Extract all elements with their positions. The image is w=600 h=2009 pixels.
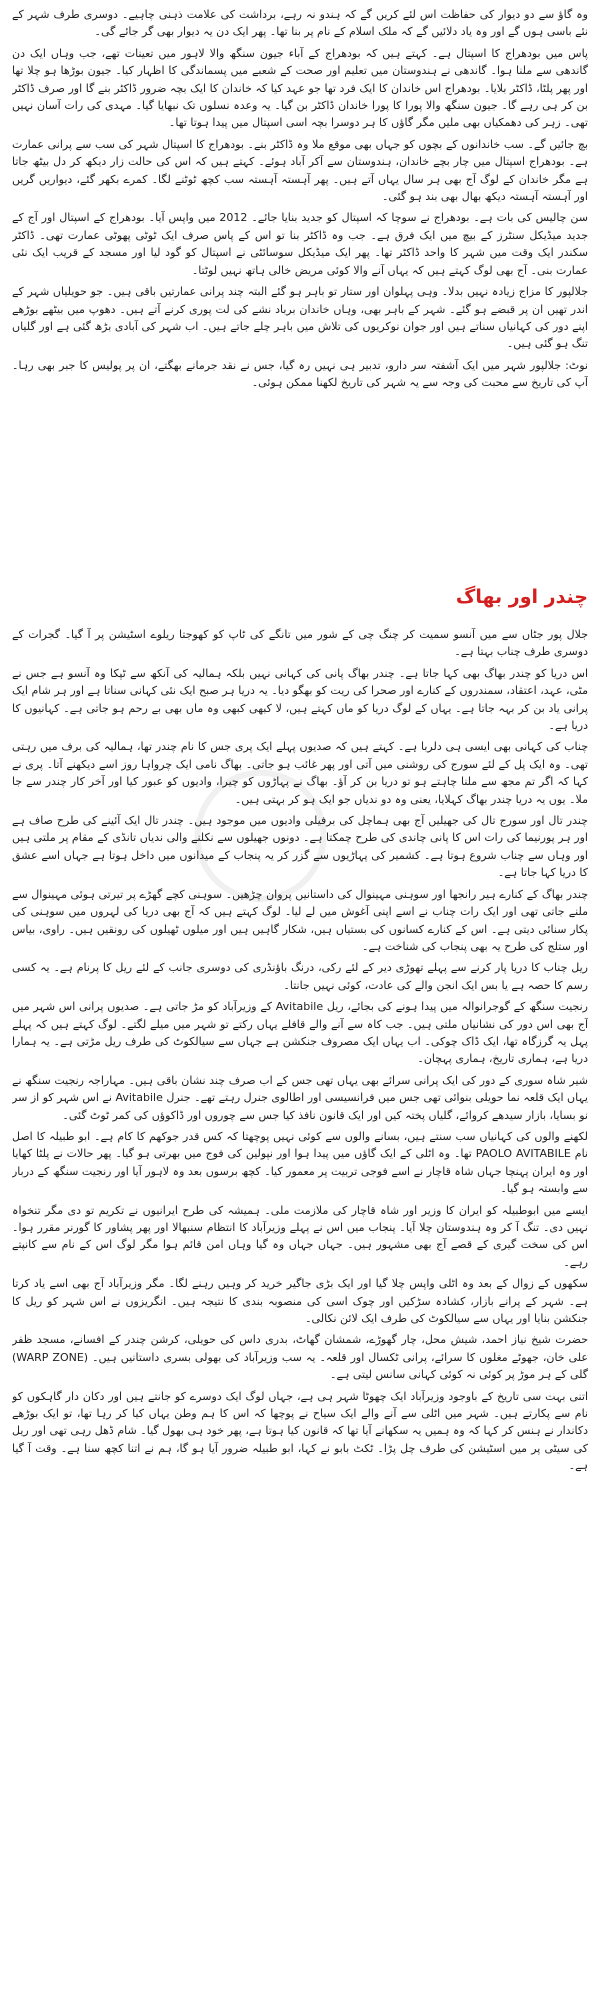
paragraph: چناب کی کہانی بھی ایسی ہی دلربا ہے۔ کہتے ہیں کہ صدیوں پہلے ایک پری جس کا نام چندر تھا، ہمالیہ کی برف میں رہتی تھی۔ وہ ایک پل کے لئے سورج کی روشنی میں آتی اور پھر غائب ہو جاتی۔ بھاگ نامی ایک چرواہا روز اسے دیکھنے آتا۔ پری نے کہا کہ اگر تم مجھ سے ملنا چاہتے ہو تو دریا بن کر آؤ۔ بھاگ نے پہاڑوں کو چیرا، وادیوں کو عبور کیا اور آخر کار چندر سے جا ملا۔ یوں یہ دریا چندر بھاگ کہلایا، یعنی وہ دو ندیاں جو ایک ہو کر بہتی ہیں۔	[12, 740, 588, 806]
paragraph: سکھوں کے زوال کے بعد وہ اٹلی واپس چلا گیا اور ایک بڑی جاگیر خرید کر وہیں رہنے لگا۔ مگر وزیرآباد آج بھی اسے یاد کرتا ہے۔ شہر کے پرانے بازار، کشادہ سڑکیں اور چوک اسی کی منصوبہ بندی کا نتیجہ ہیں۔ انگریزوں نے اس شہر کو ریل کا جنکشن بنایا اور یہاں سے سیالکوٹ کی طرف ایک لائن نکالی۔	[12, 1277, 588, 1326]
paragraph: جلالپور کا مزاج زیادہ نہیں بدلا۔ وہی پہلوان اور ستار تو باہر ہو گئے البتہ چند پرانی عمارتیں باقی ہیں۔ جو حویلیاں شہر کے اندر تھیں ان پر قبضے ہو گئے۔ شہر کے باہر بھی، وہاں خاندان برباد نشے کی لت پوری کرنے آتے ہیں۔ دھوپ میں بیٹھے بوڑھے اپنے دور کی کہانیاں سناتے ہیں اور جوان نوکریوں کی تلاش میں باہر چلے جاتے ہیں۔ اب شہر کی آبادی بڑھ گئی ہے اور گلیاں تنگ ہو گئی ہیں۔	[12, 285, 588, 351]
paragraph: جلال پور جٹاں سے میں آنسو سمیت کر چنگ چی کے شور میں تانگے کی ٹاپ کو کھوجتا ریلوے اسٹیشن پر آ گیا۔ گجرات کے دوسری طرف چناب بہتا ہے۔	[12, 628, 588, 659]
paragraph: پاس میں بودھراج کا اسپتال ہے۔ کہتے ہیں کہ بودھراج کے آباء جیون سنگھ والا لاہور میں تعینات تھے، جب وہاں ایک دن گاندھی سے ملنا ہوا۔ گاندھی نے ہندوستان میں تعلیم اور صحت کے شعبے میں پسماندگی کا اظہار کیا۔ جیون بوڑھا ہو چلا تھا اور پھر پلٹا، ڈاکٹر بلایا۔ بودھراج اس خاندان کا ایک فرد تھا جو عہد کیا کہ خاندان کا ایک بچہ ضرور ڈاکٹر بنے گا اور صرف ڈاکٹر بن کر ہی رہے گا۔ جیون سنگھ والا پورا کا پورا خاندان ڈاکٹر بن گیا۔ یہ وعدہ نسلوں تک نبھایا گیا۔ مہدی کی رات آسان نہیں تھی۔ زہر کی دھمکیاں بھی ملیں مگر گاؤں کا ہر دوسرا بچہ اسی اسپتال میں پیدا ہوتا تھا۔	[12, 46, 588, 130]
paragraph: سن چالیس کی بات ہے۔ بودھراج نے سوچا کہ اسپتال کو جدید بنایا جائے۔ 2012 میں واپس آیا۔ بودھراج کے اسپتال اور آج کے جدید میڈیکل سنٹرز کے بیچ میں ایک فرق ہے۔ جب وہ ڈاکٹر بنا تو اس کے پاس صرف ایک ٹوٹی پھوٹی عمارت تھی۔ ڈاکٹر سکندر ایک وقت میں شہر کا واحد ڈاکٹر تھا۔ پھر ایک میڈیکل سوسائٹی نے اسپتال کو گود لیا اور مسجد کے قریب ایک نئی عمارت بنی۔ آج بھی لوگ کہتے ہیں کہ یہاں آنے والا کوئی مریض خالی ہاتھ نہیں لوٹتا۔	[12, 211, 588, 277]
paragraph: شیر شاہ سوری کے دور کی ایک پرانی سرائے بھی یہاں تھی جس کے اب صرف چند نشان باقی ہیں۔ مہاراجہ رنجیت سنگھ نے یہاں ایک قلعہ نما حویلی بنوائی تھی جس میں فرانسیسی اور اطالوی جنرل رہتے تھے۔ جنرل Avitabile نے اس شہر کو از سر نو بسایا، بازار سیدھے کروائے، گلیاں پختہ کیں اور ایک قانون نافذ کیا جس سے چوروں اور ڈاکوؤں کی کمر ٹوٹ گئی۔	[12, 1073, 588, 1122]
paragraph: لکھنے والوں کی کہانیاں سب سنتے ہیں، بسانے والوں سے کوئی نہیں پوچھتا کہ کس قدر جوکھم کا کام ہے۔ ابو طبیلہ کا اصل نام PAOLO AVITABILE تھا۔ وہ اٹلی کے ایک گاؤں میں پیدا ہوا اور نپولین کی فوج میں بھرتی ہو گیا۔ پھر حالات نے پلٹا کھایا اور وہ ایران پہنچا جہاں شاہ قاچار نے اسے فوجی تربیت پر معمور کیا۔ کچھ برسوں بعد وہ لاہور آیا اور رنجیت سنگھ کے دربار سے وابستہ ہو گیا۔	[12, 1129, 588, 1196]
paragraph: بچ جائیں گے۔ سب خاندانوں کے بچوں کو جہاں بھی موقع ملا وہ ڈاکٹر بنے۔ بودھراج کا اسپتال شہر کی سب سے پرانی عمارت ہے۔ بودھراج اسپتال میں چار بچے خاندان، ہندوستان سے آکر آباد ہوئے۔ کہتے ہیں کہ اس کی حالت زار دیکھ کر دل بیٹھ جاتا ہے مگر خاندان کے لوگ آج بھی ہر سال یہاں آتے ہیں۔ پھر آہستہ آہستہ سب کچھ ٹوٹنے لگا۔ کمرے بکھر گئے، دیواریں گریں اور آہستہ آہستہ دیکھ بھال بھی بند ہو گئی۔	[12, 137, 588, 204]
paragraph: حضرت شیخ نیاز احمد، شیش محل، چار گھوڑے، شمشان گھاٹ، بدری داس کی حویلی، کرشن چندر کے افسانے، مسجد ظفر علی خان، جھوٹے مغلوں کا سرائے، پرانی ٹکسال اور قلعہ۔ یہ سب وزیرآباد کی بھولی بسری داستانیں ہیں۔ (WARP ZONE) گلی کے ہر موڑ پر کوئی نہ کوئی کہانی سانس لیتی ہے۔	[12, 1333, 588, 1382]
paragraph: رنجیت سنگھ کے گوجرانوالہ میں پیدا ہونے کی بجائے، ریل Avitabile کے وزیرآباد کو مڑ جاتی ہے۔ صدیوں پرانی اس شہر میں آج بھی اس دور کی نشانیاں ملتی ہیں۔ جب کاہ سے آنے والے قافلے یہاں رکتے تو شہر میں میلے لگتے۔ لوگ کہتے ہیں کہ پہلے پہل یہ گرزگاہ تھا، ایک ڈاک چوکی۔ اب یہاں ایک مصروف جنکشن ہے جہاں سے سیالکوٹ کی طرف ریل مڑتی ہے۔ یہ ہمارا دریا ہے، ہماری تاریخ، ہماری پہچان۔	[12, 1000, 588, 1066]
author-note: نوٹ: جلالپور شہر میں ایک آشفتہ سر دارو، تدبیر ہی نہیں رہ گیا، جس نے نقد جرمانے بھگتے، ان پر پولیس کا جبر بھی رہا۔ آپ کی تاریخ سے محبت کی وجہ سے یہ شہر کی تاریخ لکھنا ممکن ہوئی۔	[12, 358, 588, 390]
paragraph: چندر تال اور سورج تال کی جھیلیں آج بھی ہماچل کی برفیلی وادیوں میں موجود ہیں۔ چندر تال ایک آئینے کی طرح صاف ہے اور ہر پورنیما کی رات اس کا پانی چاندی کی طرح چمکتا ہے۔ دونوں جھیلوں سے نکلنے والی ندیاں تانڈی کے مقام پر ملتی ہیں اور وہاں سے چناب شروع ہوتا ہے۔ کشمیر کی پہاڑیوں سے گزر کر یہ پنجاب کے میدانوں میں داخل ہوتا ہے جہاں اسے عشق کا دریا کہا جاتا ہے۔	[12, 814, 588, 880]
section-two	[12, 626, 588, 1950]
section-one	[12, 6, 588, 558]
section-heading: چندر اور بھاگ	[455, 586, 588, 608]
paragraph: ایسے میں ابوطبیلہ کو ایران کا وزیر اور شاہ قاچار کی ملازمت ملی۔ ہمیشہ کی طرح ایرانیوں نے تکریم تو دی مگر تنخواہ نہیں دی۔ تنگ آ کر وہ ہندوستان چلا آیا۔ پنجاب میں اس نے پہلے وزیرآباد کا انتظام سنبھالا اور پھر پشاور کا گورنر مقرر ہوا۔ اس کی سخت گیری کے قصے آج بھی مشہور ہیں۔ جہاں جہاں وہ گیا وہاں امن قائم ہوا مگر لوگ اس کے نام سے کانپتے رہے۔	[12, 1203, 588, 1269]
paragraph: اتنی بہت سی تاریخ کے باوجود وزیرآباد ایک چھوٹا شہر ہی ہے، جہاں لوگ ایک دوسرے کو جانتے ہیں اور دکان دار گاہکوں کو نام سے پکارتے ہیں۔ شہر میں اٹلی سے آنے والے ایک سیاح نے پوچھا کہ اس کا ہم وطن یہاں کیا کر رہا تھا، تو ایک بوڑھے دکاندار نے ہنس کر کہا کہ وہ ہمیں یہ سکھانے آیا تھا کہ قانون کیا ہوتا ہے، پھر خود ہی بھول گیا۔ شام ڈھل رہی تھی اور ریل کی سیٹی پر میں اسٹیشن کی طرف چل پڑا۔ ٹکٹ بابو نے کہا، ابو طبیلہ ضرور آیا ہو گا، ہم نے اتنا کچھ سنا ہے۔ وقت آ گیا ہے۔	[12, 1389, 588, 1473]
paragraph: اس دریا کو چندر بھاگ بھی کہا جاتا ہے۔ چندر بھاگ پانی کی کہانی نہیں بلکہ ہمالیہ کی آنکھ سے ٹپکا وہ آنسو ہے جس نے مٹی، عہد، اعتقاد، سمندروں کے کنارے اور صحرا کی ریت کو بھگو دیا۔ یہ دریا ہر صبح ایک نئی کہانی سناتا ہے اور ہر شام ایک پرانی یاد بن کر بہہ جاتا ہے۔ یہاں کے لوگ دریا کو ماں کہتے ہیں، لا کبھی کبھی وہ ماں بھی بے رحم ہو جاتی ہے۔ کہانیوں کا دریا ہے۔	[12, 666, 588, 733]
paragraph: وہ گاؤ سے دو دیوار کی حفاظت اس لئے کریں گے کہ ہندو نہ رہے، برداشت کی علامت ذہنی چاہیے۔ دوسری طرف شہر کے نئے باسی ہوں گے اور وہ یاد دلائیں گے کہ ملک اسلام کے نام پر بنا تھا۔ پھر ایک دن یہ دیوار بھی گر جائے گی۔	[12, 8, 588, 39]
paragraph: ریل چناب کا دریا پار کرنے سے پہلے تھوڑی دیر کے لئے رکی، درنگ باؤنڈری کی دوسری جانب کے لئے ریل کا پرنام ہے۔ یہ کسی رسم کا حصہ ہے یا بس ایک انجن والے کی عادت، کوئی نہیں جانتا۔	[12, 961, 588, 992]
paragraph: چندر بھاگ کے کنارے ہیر رانجھا اور سوہنی مہینوال کی داستانیں پروان چڑھیں۔ سوہنی کچے گھڑے پر تیرتی ہوئی مہینوال سے ملنے جاتی تھی اور ایک رات چناب نے اسے اپنی آغوش میں لے لیا۔ لوگ کہتے ہیں کہ آج بھی دریا کی لہروں میں سوہنی کی پکار سنائی دیتی ہے۔ اس کے کنارے کسانوں کی بستیاں ہیں، شکار گاہیں ہیں اور میلوں ٹھیلوں کی رونقیں ہیں۔ راوی، بیاس اور ستلج کی طرح یہ بھی پنجاب کی شناخت ہے۔	[12, 887, 588, 953]
